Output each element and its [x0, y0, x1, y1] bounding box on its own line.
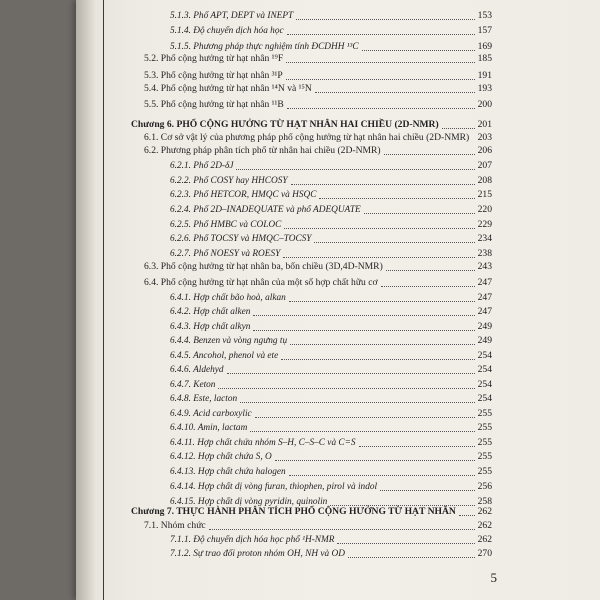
- toc-entry-label: 6.4.14. Hợp chất dị vòng furan, thiophen, pirol và indol: [170, 482, 378, 492]
- toc-dot-leader: [284, 228, 475, 229]
- toc-page-number: 203: [477, 132, 492, 143]
- toc-page-number: 193: [477, 83, 492, 94]
- toc-page-number: 157: [477, 25, 492, 36]
- toc-entry-label: 6.1. Cơ sở vật lý của phương pháp phổ cộng hưởng từ hạt nhân hai chiều (2D-NMR): [144, 132, 470, 143]
- toc-section: [76, 52, 600, 66]
- toc-page-number: 255: [477, 466, 492, 477]
- toc-entry-label: 6.4.13. Hợp chất chứa halogen: [170, 467, 286, 477]
- toc-section: [76, 519, 600, 533]
- toc-subsection: [76, 291, 600, 305]
- toc-page-number: 254: [477, 350, 492, 361]
- toc-subsection: [76, 203, 600, 217]
- toc-entry-label: 7.1.1. Độ chuyển dịch hóa học phổ ¹H-NMR: [170, 535, 335, 545]
- toc-section: [76, 144, 600, 158]
- toc-page-number: 255: [477, 451, 492, 462]
- toc-entry-label: 6.4.11. Hợp chất chứa nhóm S–H, C–S–C và C=S: [170, 438, 356, 448]
- toc-page-number: 207: [477, 160, 492, 171]
- toc-entry-label: 6.2.4. Phổ 2D–INADEQUATE và phổ ADEQUATE: [170, 205, 361, 215]
- toc-entry-label: 7.1. Nhóm chức: [144, 520, 206, 531]
- toc-dot-leader: [289, 301, 475, 302]
- toc-subsection: [76, 305, 600, 319]
- toc-entry-label: 6.2.1. Phổ 2D-δJ: [170, 161, 234, 171]
- toc-dot-leader: [384, 154, 475, 155]
- toc-dot-leader: [290, 344, 475, 345]
- toc-chapter: [76, 505, 600, 519]
- toc-dot-leader: [319, 198, 475, 199]
- toc-chapter: [76, 118, 600, 132]
- toc-page-number: 208: [477, 175, 492, 186]
- toc-entry-label: 5.1.3. Phổ APT, DEPT và INEPT: [170, 11, 294, 21]
- toc-subsection: [76, 24, 600, 38]
- toc-section: [76, 260, 600, 274]
- toc-dot-leader: [250, 431, 475, 432]
- toc-dot-leader: [314, 242, 475, 243]
- toc-page-number: 258: [477, 496, 492, 507]
- toc-page-number: 254: [477, 393, 492, 404]
- toc-page-number: 247: [477, 306, 492, 317]
- book-page: [76, 0, 600, 600]
- toc-subsection: [76, 334, 600, 348]
- toc-dot-leader: [283, 257, 475, 258]
- toc-page-number: 270: [477, 548, 492, 559]
- toc-page-number: 247: [477, 292, 492, 303]
- toc-subsection: [76, 450, 600, 464]
- toc-entry-label: 6.3. Phổ cộng hưởng từ hạt nhân ba, bốn chiều (3D,4D-NMR): [144, 261, 383, 272]
- toc-dot-leader: [286, 79, 475, 80]
- toc-dot-leader: [227, 373, 475, 374]
- toc-entry-label: 6.2. Phương pháp phân tích phổ từ nhân hai chiều (2D-NMR): [144, 145, 381, 156]
- toc-entry-label: 6.4.8. Este, lacton: [170, 394, 238, 404]
- toc-page-number: 255: [477, 408, 492, 419]
- toc-page-number: 201: [477, 119, 492, 130]
- toc-page-number: 234: [477, 233, 492, 244]
- toc-dot-leader: [362, 50, 475, 51]
- toc-dot-leader: [236, 169, 475, 170]
- toc-dot-leader: [287, 108, 475, 109]
- toc-entry-label: 7.1.2. Sự trao đổi proton nhóm OH, NH và OD: [170, 549, 345, 559]
- toc-entry-label: 6.4.9. Acid carboxylic: [170, 409, 252, 419]
- toc-page-number: 215: [477, 189, 492, 200]
- toc-dot-leader: [218, 388, 475, 389]
- toc-dot-leader: [380, 490, 475, 491]
- toc-entry-label: 5.4. Phổ cộng hưởng từ hạt nhân ¹⁴N và ¹⁵N: [144, 83, 312, 94]
- margin-rule: [103, 0, 104, 600]
- toc-entry-label: 6.4.1. Hợp chất bão hoà, alkan: [170, 293, 286, 303]
- toc-section: [76, 69, 600, 83]
- toc-page-number: 256: [477, 481, 492, 492]
- toc-entry-label: 6.4.6. Aldehyd: [170, 365, 224, 375]
- toc-entry-label: 6.2.3. Phổ HETCOR, HMQC và HSQC: [170, 190, 317, 200]
- toc-dot-leader: [289, 475, 475, 476]
- toc-entry-label: 6.2.5. Phổ HMBC và COLOC: [170, 220, 282, 230]
- toc-subsection: [76, 378, 600, 392]
- toc-page-number: 262: [477, 520, 492, 531]
- toc-dot-leader: [287, 34, 475, 35]
- toc-section: [76, 98, 600, 112]
- toc-dot-leader: [281, 359, 475, 360]
- toc-entry-label: 6.4.3. Hợp chất alkyn: [170, 322, 251, 332]
- toc-dot-leader: [364, 213, 475, 214]
- toc-subsection: [76, 392, 600, 406]
- toc-dot-leader: [459, 515, 475, 516]
- toc-dot-leader: [315, 92, 475, 93]
- toc-page-number: 238: [477, 248, 492, 259]
- toc-entry-label: 5.1.5. Phương pháp thực nghiệm tính ĐCDHH ¹³C: [170, 42, 359, 52]
- toc-entry-label: 6.2.6. Phổ TOCSY và HMQC–TOCSY: [170, 234, 312, 244]
- toc-page-number: 206: [477, 145, 492, 156]
- toc-dot-leader: [296, 19, 475, 20]
- toc-subsection: [76, 320, 600, 334]
- toc-dot-leader: [253, 330, 475, 331]
- toc-dot-leader: [209, 529, 475, 530]
- toc-entry-label: 6.4.12. Hợp chất chứa S, O: [170, 452, 272, 462]
- toc-dot-leader: [255, 417, 475, 418]
- toc-entry-label: 5.5. Phổ cộng hưởng từ hạt nhân ¹¹B: [144, 99, 284, 110]
- toc-page-number: 254: [477, 364, 492, 375]
- toc-page-number: 200: [477, 99, 492, 110]
- toc-page-number: 262: [477, 506, 492, 517]
- toc-page-number: 185: [477, 53, 492, 64]
- toc-page-number: 153: [477, 10, 492, 21]
- toc-subsection: [76, 547, 600, 561]
- toc-page-number: 262: [477, 534, 492, 545]
- toc-dot-leader: [442, 128, 475, 129]
- toc-dot-leader: [275, 460, 475, 461]
- toc-subsection: [76, 247, 600, 261]
- toc-page-number: 229: [477, 219, 492, 230]
- toc-entry-label: 6.4.2. Hợp chất alken: [170, 307, 251, 317]
- toc-page-number: 247: [477, 277, 492, 288]
- toc-subsection: [76, 407, 600, 421]
- toc-subsection: [76, 159, 600, 173]
- toc-dot-leader: [386, 270, 475, 271]
- toc-subsection: [76, 533, 600, 547]
- toc-entry-label: 5.2. Phổ cộng hưởng từ hạt nhân ¹⁹F: [144, 53, 284, 64]
- toc-page-number: 249: [477, 321, 492, 332]
- toc-page-number: 220: [477, 204, 492, 215]
- toc-page-number: 169: [477, 41, 492, 52]
- toc-entry-label: Chương 7. THỰC HÀNH PHÂN TÍCH PHỔ CỘNG HƯỞNG TỪ HẠT NHÂN: [131, 506, 456, 517]
- toc-subsection: [76, 349, 600, 363]
- toc-dot-leader: [240, 402, 475, 403]
- toc-subsection: [76, 421, 600, 435]
- toc-entry-label: 6.4. Phổ cộng hưởng từ hạt nhân của một số hợp chất hữu cơ: [144, 277, 378, 288]
- toc-subsection: [76, 188, 600, 202]
- toc-page-number: 243: [477, 261, 492, 272]
- toc-subsection: [76, 436, 600, 450]
- toc-dot-leader: [286, 62, 475, 63]
- toc-subsection: [76, 363, 600, 377]
- toc-entry-label: 5.1.4. Độ chuyển dịch hóa học: [170, 26, 284, 36]
- toc-entry-label: 6.4.4. Benzen và vòng ngưng tụ: [170, 336, 288, 346]
- toc-section: [76, 131, 600, 145]
- toc-subsection: [76, 218, 600, 232]
- toc-subsection: [76, 232, 600, 246]
- toc-entry-label: 6.4.5. Ancohol, phenol và ete: [170, 351, 279, 361]
- toc-page-number: 191: [477, 70, 492, 81]
- toc-section: [76, 82, 600, 96]
- toc-page-number: 249: [477, 335, 492, 346]
- toc-dot-leader: [337, 543, 475, 544]
- toc-entry-label: Chương 6. PHỔ CỘNG HƯỞNG TỪ HẠT NHÂN HAI CHIỀU (2D-NMR): [131, 119, 439, 130]
- toc-dot-leader: [381, 286, 475, 287]
- page-number: 5: [490, 570, 497, 585]
- toc-page-number: 255: [477, 437, 492, 448]
- toc-entry-label: 6.4.15. Hợp chất dị vòng pyridin, quinolin: [170, 497, 328, 507]
- toc-subsection: [76, 9, 600, 23]
- toc-entry-label: 6.4.10. Amin, lactam: [170, 423, 248, 433]
- toc-entry-label: 6.4.7. Keton: [170, 380, 216, 390]
- toc-section: [76, 276, 600, 290]
- toc-subsection: [76, 174, 600, 188]
- toc-entry-label: 6.2.2. Phổ COSY hay HHCOSY: [170, 176, 288, 186]
- toc-dot-leader: [253, 315, 475, 316]
- toc-entry-label: 6.2.7. Phổ NOESY và ROESY: [170, 249, 281, 259]
- toc-dot-leader: [291, 184, 475, 185]
- toc-dot-leader: [348, 557, 475, 558]
- toc-subsection: [76, 465, 600, 479]
- toc-subsection: [76, 480, 600, 494]
- toc-page-number: 255: [477, 422, 492, 433]
- toc-dot-leader: [359, 446, 475, 447]
- toc-entry-label: 5.3. Phổ cộng hưởng từ hạt nhân ³¹P: [144, 70, 283, 81]
- toc-page-number: 254: [477, 379, 492, 390]
